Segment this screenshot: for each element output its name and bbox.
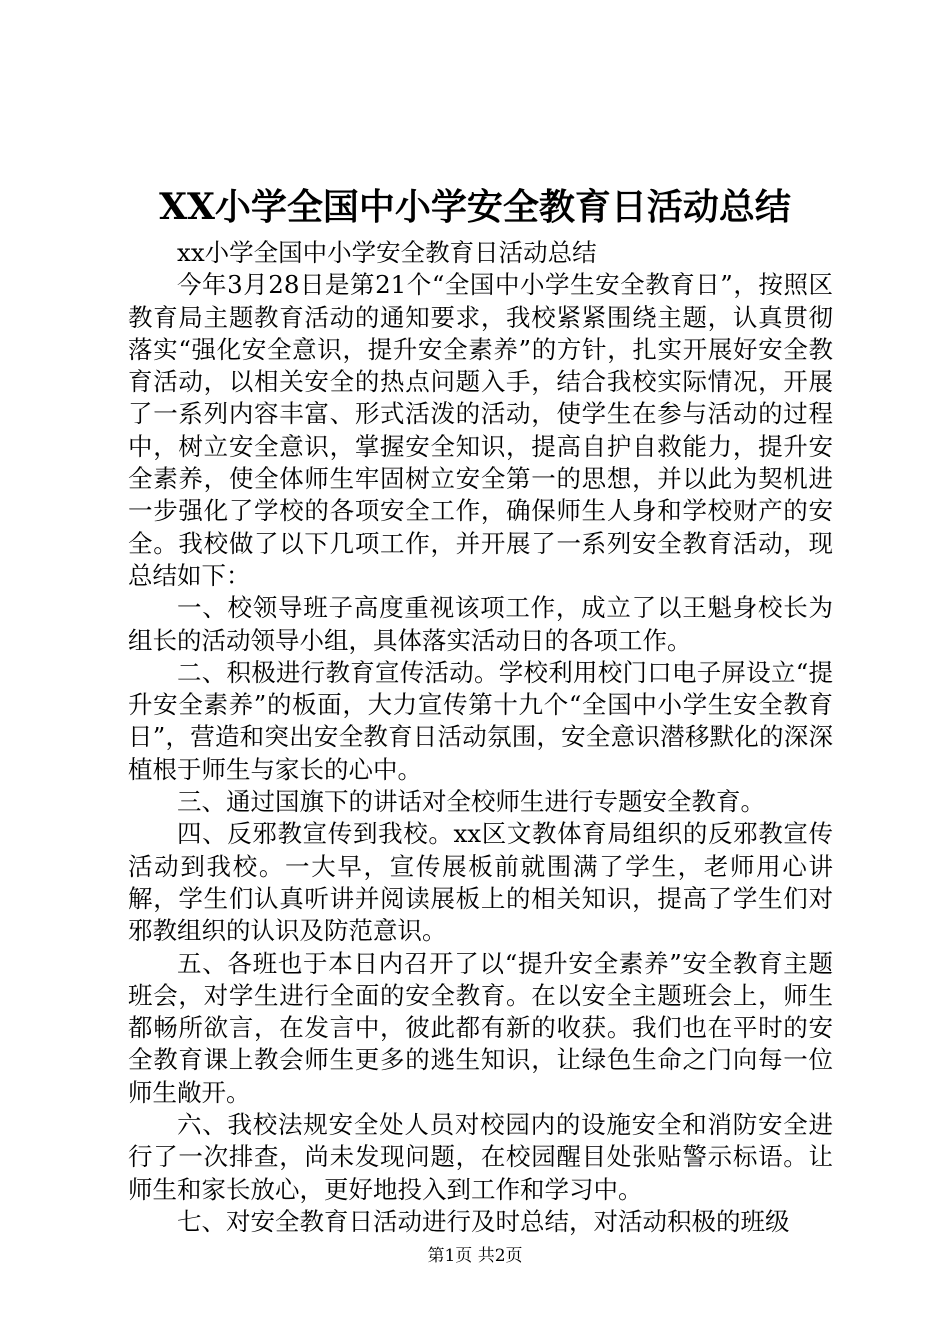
page-number-footer: 第1页 共2页 — [427, 1246, 523, 1266]
paragraph-item-6: 六、我校法规安全处人员对校园内的设施安全和消防安全进行了一次排查，尚未发现问题，在校园醒目处张贴警示标语。让师生和家长放心，更好地投入到工作和学习中。 — [128, 1110, 833, 1204]
paragraph-item-7: 七、对安全教育日活动进行及时总结，对活动积极的班级 — [177, 1206, 790, 1236]
paragraph-item-1: 一、校领导班子高度重视该项工作，成立了以王魁身校长为组长的活动领导小组，具体落实活动日的各项工作。 — [128, 593, 833, 655]
paragraph-intro: 今年3月28日是第21个“全国中小学生安全教育日”，按照区教育局主题教育活动的通知要求，我校紧紧围绕主题，认真贯彻落实“强化安全意识，提升安全素养”的方针，扎实开展好安全教育活动，以相关安全的热点问题入手，结合我校实际情况，开展了一系列内容丰富、形式活泼的活动，使学生在参与活动的过程中，树立安全意识，掌握安全知识，提高自护自救能力，提升安全素养，使全体师生牢固树立安全第一的思想，并以此为契机进一步强化了学校的各项安全工作，确保师生人身和学校财产的安全。我校做了以下几项工作，并开展了一系列安全教育活动，现总结如下： — [128, 270, 833, 590]
paragraph-item-3: 三、通过国旗下的讲话对全校师生进行专题安全教育。 — [177, 787, 765, 817]
document-title: XX小学全国中小学安全教育日活动总结 — [159, 186, 791, 228]
paragraph-item-5: 五、各班也于本日内召开了以“提升安全素养”安全教育主题班会，对学生进行全面的安全教育。在以安全主题班会上，师生都畅所欲言，在发言中，彼此都有新的收获。我们也在平时的安全教育课上教会师生更多的逃生知识，让绿色生命之门向每一位师生敞开。 — [128, 948, 833, 1107]
paragraph-subtitle: xx小学全国中小学安全教育日活动总结 — [177, 238, 597, 267]
paragraph-item-4: 四、反邪教宣传到我校。xx区文教体育局组织的反邪教宣传活动到我校。一大早，宣传展板前就围满了学生，老师用心讲解，学生们认真听讲并阅读展板上的相关知识，提高了学生们对邪教组织的认识及防范意识。 — [128, 819, 833, 946]
document-body — [128, 237, 833, 1238]
paragraph-item-2: 二、积极进行教育宣传活动。学校利用校门口电子屏设立“提升安全素养”的板面，大力宣传第十九个“全国中小学生安全教育日”，营造和突出安全教育日活动氛围，安全意识潜移默化的深深植根于师生与家长的心中。 — [128, 657, 833, 784]
